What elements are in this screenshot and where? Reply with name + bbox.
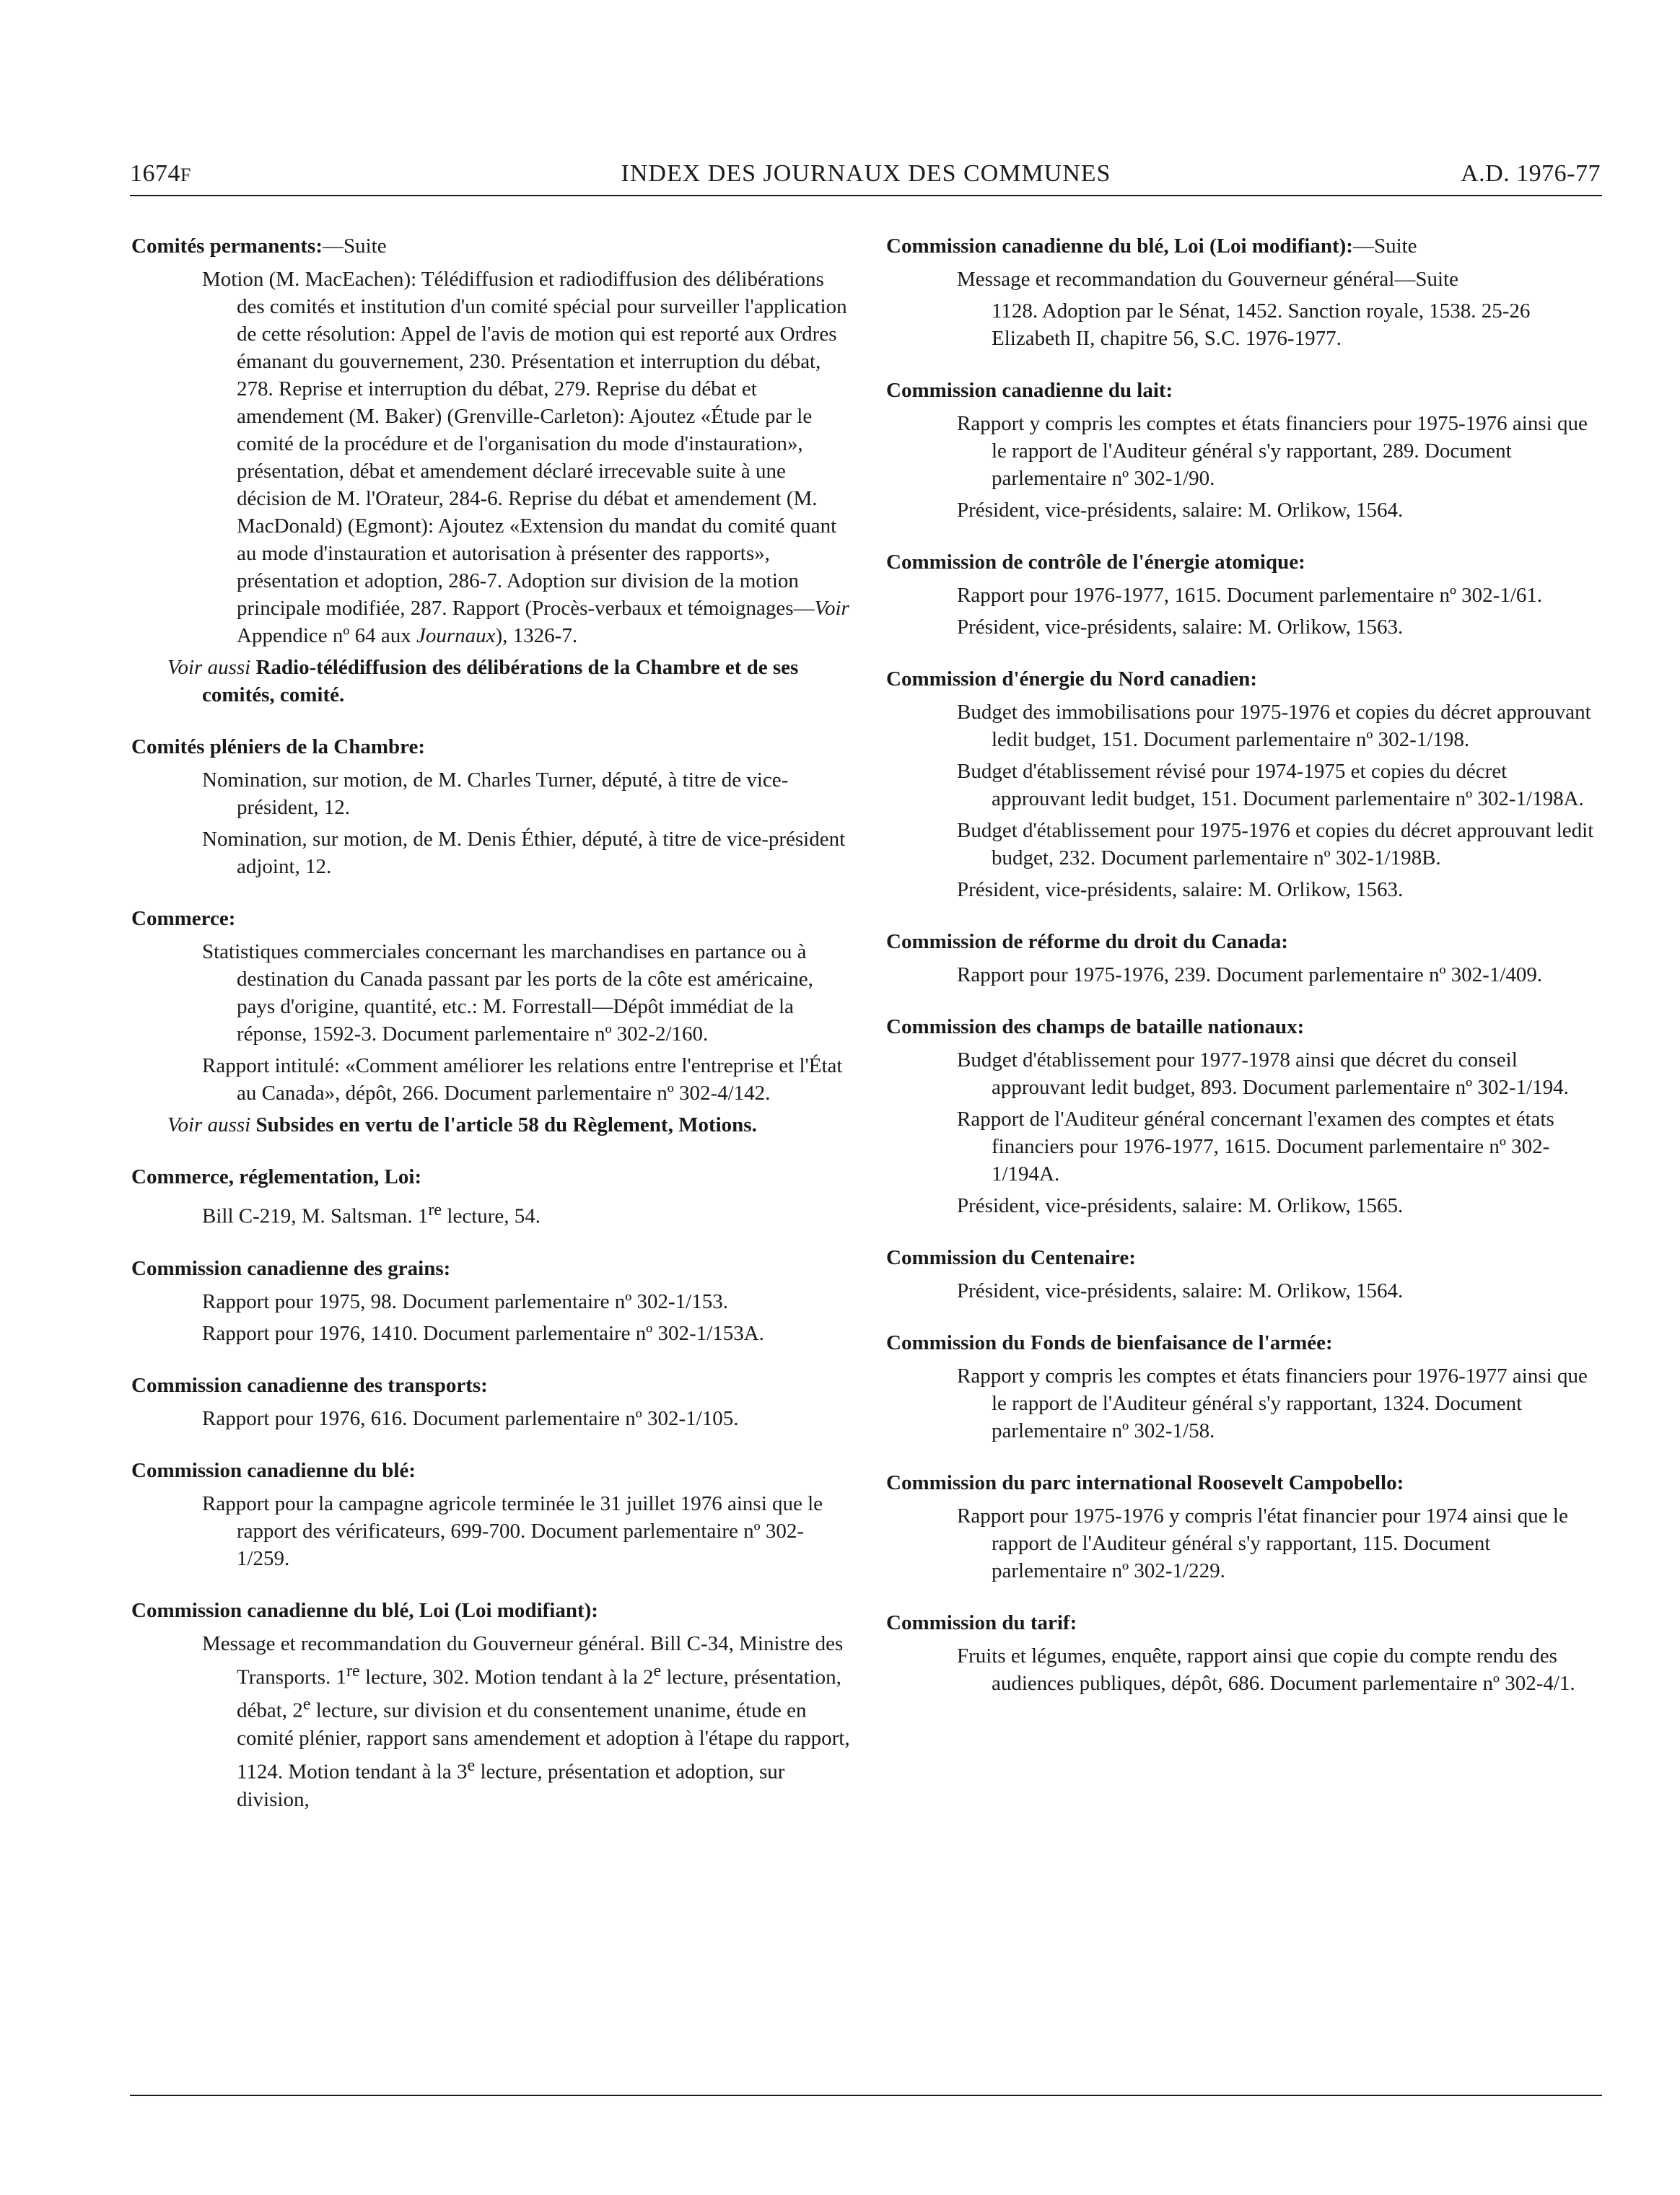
entry-item: Rapport y compris les comptes et états financiers pour 1976-1977 ainsi que le rapport de l'Auditeur général s'y rapportant, 1324. Document parlementaire nº 302-1/58. bbox=[957, 1364, 1588, 1442]
entry-item: Rapport pour 1976-1977, 1615. Document parlementaire nº 302-1/61. bbox=[957, 584, 1543, 607]
entry-heading: Commission du parc international Roosevelt Campobello: bbox=[886, 1471, 1404, 1494]
entry-item: Motion (M. MacEachen): Télédiffusion et radiodiffusion des délibérations des comités et institution d'un comité spécial pour surveiller l'application de cette résolution: Appel de l'avis de motion qui est reporté aux Ordres émanant du gouvernement, 230. Présentation et interruption du débat, 278. Reprise et interruption du débat, 279. Reprise du débat et amendement (M. Baker) (Grenville-Carleton): Ajoutez «Étude par le comité de la procédure et de l'organisation du mode d'instauration», présentation, débat et amendement déclaré irrecevable suite à une décision de M. l'Orateur, 284-6. Reprise du débat et amendement (M. MacDonald) (Egmont): Ajoutez «Extension du mandat du comité quant au mode d'instauration et autorisation à présenter des rapports», présentation et adoption, 286-7. Adoption sur division de la motion principale modifiée, 287. Rapport (Procès-verbaux et témoignages—Voir Appendice nº 64 aux Journaux), 1326-7. bbox=[202, 268, 849, 647]
entry-item: Président, vice-présidents, salaire: M. Orlikow, 1565. bbox=[957, 1194, 1404, 1217]
index-entry bbox=[886, 377, 1599, 524]
entry-heading: Commission canadienne du blé, Loi (Loi modifiant): bbox=[131, 1598, 598, 1622]
entry-heading: Commerce: bbox=[131, 907, 236, 930]
entry-heading: Commerce, réglementation, Loi: bbox=[131, 1165, 422, 1188]
entry-heading: Commission canadienne du blé, Loi (Loi modifiant):—Suite bbox=[886, 235, 1417, 258]
header-rule bbox=[130, 195, 1602, 196]
index-entry bbox=[886, 1013, 1599, 1219]
entry-item: Rapport intitulé: «Comment améliorer les relations entre l'entreprise et l'État au Canada», dépôt, 266. Document parlementaire nº 302-4/142. bbox=[202, 1054, 843, 1105]
entry-heading: Comités pléniers de la Chambre: bbox=[131, 735, 426, 758]
index-entry bbox=[886, 665, 1599, 903]
entry-item: Budget d'établissement révisé pour 1974-1975 et copies du décret approuvant ledit budget, 151. Document parlementaire nº 302-1/198A. bbox=[957, 760, 1584, 810]
suite-label: —Suite bbox=[1352, 235, 1417, 258]
entry-heading: Commission canadienne des grains: bbox=[131, 1256, 451, 1280]
entry-item: Nomination, sur motion, de M. Denis Éthier, député, à titre de vice-président adjoint, 12. bbox=[202, 828, 846, 878]
index-entry bbox=[131, 1255, 853, 1347]
entry-item: Président, vice-présidents, salaire: M. Orlikow, 1563. bbox=[957, 615, 1404, 639]
entry-heading: Comités permanents:—Suite bbox=[131, 235, 387, 258]
entry-item: Rapport pour 1976, 1410. Document parlementaire nº 302-1/153A. bbox=[202, 1321, 764, 1345]
entry-item: Président, vice-présidents, salaire: M. Orlikow, 1564. bbox=[957, 499, 1404, 522]
entry-item: Nomination, sur motion, de M. Charles Turner, député, à titre de vice-président, 12. bbox=[202, 768, 789, 819]
index-entry bbox=[886, 1609, 1599, 1697]
entry-heading: Commission canadienne du blé: bbox=[131, 1458, 416, 1482]
page-header bbox=[130, 160, 1602, 196]
index-entry bbox=[131, 905, 853, 1139]
index-entry bbox=[131, 232, 853, 709]
index-entry bbox=[886, 1329, 1599, 1445]
entry-heading: Commission de contrôle de l'énergie atomique: bbox=[886, 551, 1305, 574]
entry-item: Budget des immobilisations pour 1975-1976 et copies du décret approuvant ledit budget, 151. Document parlementaire nº 302-1/198. bbox=[957, 701, 1591, 751]
index-entry bbox=[131, 1597, 853, 1813]
entry-heading: Commission d'énergie du Nord canadien: bbox=[886, 667, 1257, 691]
index-entry bbox=[886, 548, 1599, 641]
entry-item: Bill C-219, M. Saltsman. 1re lecture, 54. bbox=[202, 1200, 541, 1228]
entry-item: Président, vice-présidents, salaire: M. Orlikow, 1563. bbox=[957, 878, 1404, 901]
entry-item: Rapport pour 1975-1976, 239. Document parlementaire nº 302-1/409. bbox=[957, 963, 1543, 986]
entry-item: Rapport y compris les comptes et états financiers pour 1975-1976 ainsi que le rapport de l'Auditeur général s'y rapportant, 289. Document parlementaire nº 302-1/90. bbox=[957, 412, 1588, 490]
entry-heading: Commission du Fonds de bienfaisance de l'armée: bbox=[886, 1331, 1333, 1354]
page-title: INDEX DES JOURNAUX DES COMMUNES bbox=[621, 160, 1111, 187]
entry-item: Message et recommandation du Gouverneur général. Bill C-34, Ministre des Transports. 1re lecture, 302. Motion tendant à la 2e lecture, présentation, débat, 2e lecture, sur division et du consentement unanime, étude en comité plénier, rapport sans amendement et adoption à l'étape du rapport, 1124. Motion tendant à la 3e lecture, présentation et adoption, sur division, bbox=[202, 1631, 850, 1811]
entry-item: Budget d'établissement pour 1975-1976 et copies du décret approuvant ledit budget, 232. Document parlementaire nº 302-1/198B. bbox=[957, 819, 1594, 869]
index-entry bbox=[886, 928, 1599, 989]
entry-item: Rapport pour la campagne agricole terminée le 31 juillet 1976 ainsi que le rapport des vérificateurs, 699-700. Document parlementaire nº 302-1/259. bbox=[202, 1491, 823, 1570]
footer-rule bbox=[130, 2095, 1602, 2096]
entry-item: Président, vice-présidents, salaire: M. Orlikow, 1564. bbox=[957, 1279, 1404, 1302]
page-year: A.D. 1976-77 bbox=[1461, 160, 1601, 187]
entry-heading: Commission canadienne du lait: bbox=[886, 379, 1173, 402]
entry-item: Rapport pour 1975-1976 y compris l'état financier pour 1974 ainsi que le rapport de l'Auditeur général s'y rapportant, 115. Document parlementaire nº 302-1/229. bbox=[957, 1504, 1568, 1582]
page-number: 1674F bbox=[130, 160, 192, 187]
entry-item: Budget d'établissement pour 1977-1978 ainsi que décret du conseil approuvant ledit budget, 893. Document parlementaire nº 302-1/194. bbox=[957, 1048, 1569, 1099]
entry-item-continued: 1128. Adoption par le Sénat, 1452. Sanction royale, 1538. 25-26 Elizabeth II, chapitre 56, S.C. 1976-1977. bbox=[992, 299, 1531, 350]
index-entry bbox=[886, 1244, 1599, 1305]
entry-heading: Commission de réforme du droit du Canada: bbox=[886, 930, 1288, 953]
suite-label: —Suite bbox=[322, 235, 387, 258]
entry-heading: Commission des champs de bataille nationaux: bbox=[886, 1015, 1305, 1038]
entry-item: Rapport pour 1975, 98. Document parlementaire nº 302-1/153. bbox=[202, 1289, 728, 1313]
index-entry bbox=[131, 1163, 853, 1230]
entry-item: Message et recommandation du Gouverneur général—Suite bbox=[957, 268, 1458, 291]
index-entry bbox=[131, 733, 853, 880]
left-column bbox=[131, 232, 853, 1838]
index-entry bbox=[886, 232, 1599, 352]
entry-item: Rapport pour 1976, 616. Document parlementaire nº 302-1/105. bbox=[202, 1406, 739, 1430]
right-column bbox=[886, 232, 1599, 1722]
entry-item: Fruits et légumes, enquête, rapport ainsi que copie du compte rendu des audiences publiques, dépôt, 686. Document parlementaire nº 302-4/1. bbox=[957, 1644, 1575, 1695]
index-entry bbox=[131, 1457, 853, 1572]
page-suffix: F bbox=[180, 165, 192, 185]
entry-item: Statistiques commerciales concernant les marchandises en partance ou à destination du Canada passant par les ports de la côte est américaine, pays d'origine, quantité, etc.: M. Forrestall—Dépôt immédiat de la réponse, 1592-3. Document parlementaire nº 302-2/160. bbox=[202, 940, 813, 1046]
entry-heading: Commission du Centenaire: bbox=[886, 1246, 1136, 1269]
entry-item: Rapport de l'Auditeur général concernant l'examen des comptes et états financiers pour 1976-1977, 1615. Document parlementaire nº 302-1/194A. bbox=[957, 1108, 1554, 1186]
see-also-reference: Voir aussi Subsides en vertu de l'article 58 du Règlement, Motions. bbox=[167, 1113, 757, 1136]
entry-heading: Commission canadienne des transports: bbox=[131, 1373, 488, 1397]
index-entry bbox=[886, 1469, 1599, 1585]
entry-heading: Commission du tarif: bbox=[886, 1611, 1077, 1634]
index-entry bbox=[131, 1372, 853, 1432]
see-also-reference: Voir aussi Radio-télédiffusion des délibérations de la Chambre et de ses comités, comité. bbox=[167, 656, 799, 706]
